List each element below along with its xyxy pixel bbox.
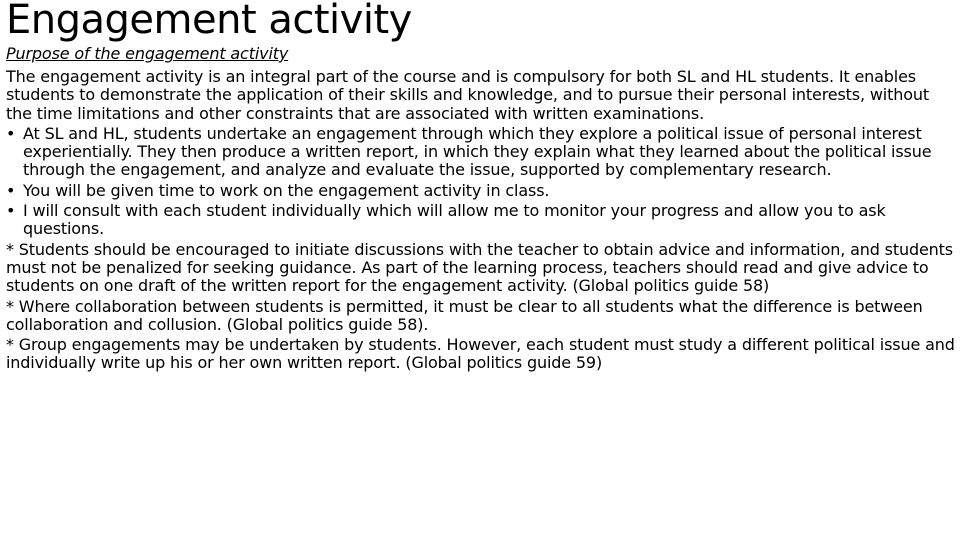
bullet-text: You will be given time to work on the engagement activity in class.: [23, 180, 550, 200]
bullet-icon: •: [6, 201, 16, 221]
bullet-list: [6, 125, 956, 239]
bullet-text: At SL and HL, students undertake an engagement through which they explore a political issue of personal interest experientially. They then produce a written report, in which they explain what they learned about the political issue through the engagement, and analyze and evaluate the issue, supported by complementary research.: [23, 123, 932, 180]
bullet-item: [6, 202, 956, 239]
note-paragraph: * Group engagements may be undertaken by students. However, each student must study a different political issue and individually write up his or her own written report. (Global politics guide 59): [6, 335, 955, 373]
slide-subtitle: Purpose of the engagement activity: [6, 44, 289, 63]
slide-title: Engagement activity: [6, 0, 412, 43]
note-paragraph: * Students should be encouraged to initiate discussions with the teacher to obtain advice and information, and students must not be penalized for seeking guidance. As part of the learning process, teachers should read and give advice to students on one draft of the written report for the engagement activity. (Global politics guide 58): [6, 239, 953, 296]
slide-body: [6, 45, 956, 375]
intro-paragraph: The engagement activity is an integral part of the course and is compulsory for both SL and HL students. It enables students to demonstrate the application of their skills and knowledge, and to pursue their personal interests, without the time limitations and other constraints that are associated with written examinations.: [6, 67, 929, 123]
bullet-item: [6, 182, 956, 200]
bullet-text: I will consult with each student individually which will allow me to monitor your progress and allow you to ask questions.: [23, 201, 886, 239]
bullet-icon: •: [6, 123, 16, 143]
note-paragraph: * Where collaboration between students is permitted, it must be clear to all students what the difference is between collaboration and collusion. (Global politics guide 58).: [6, 296, 923, 334]
bullet-icon: •: [6, 180, 16, 200]
bullet-item: [6, 125, 956, 180]
